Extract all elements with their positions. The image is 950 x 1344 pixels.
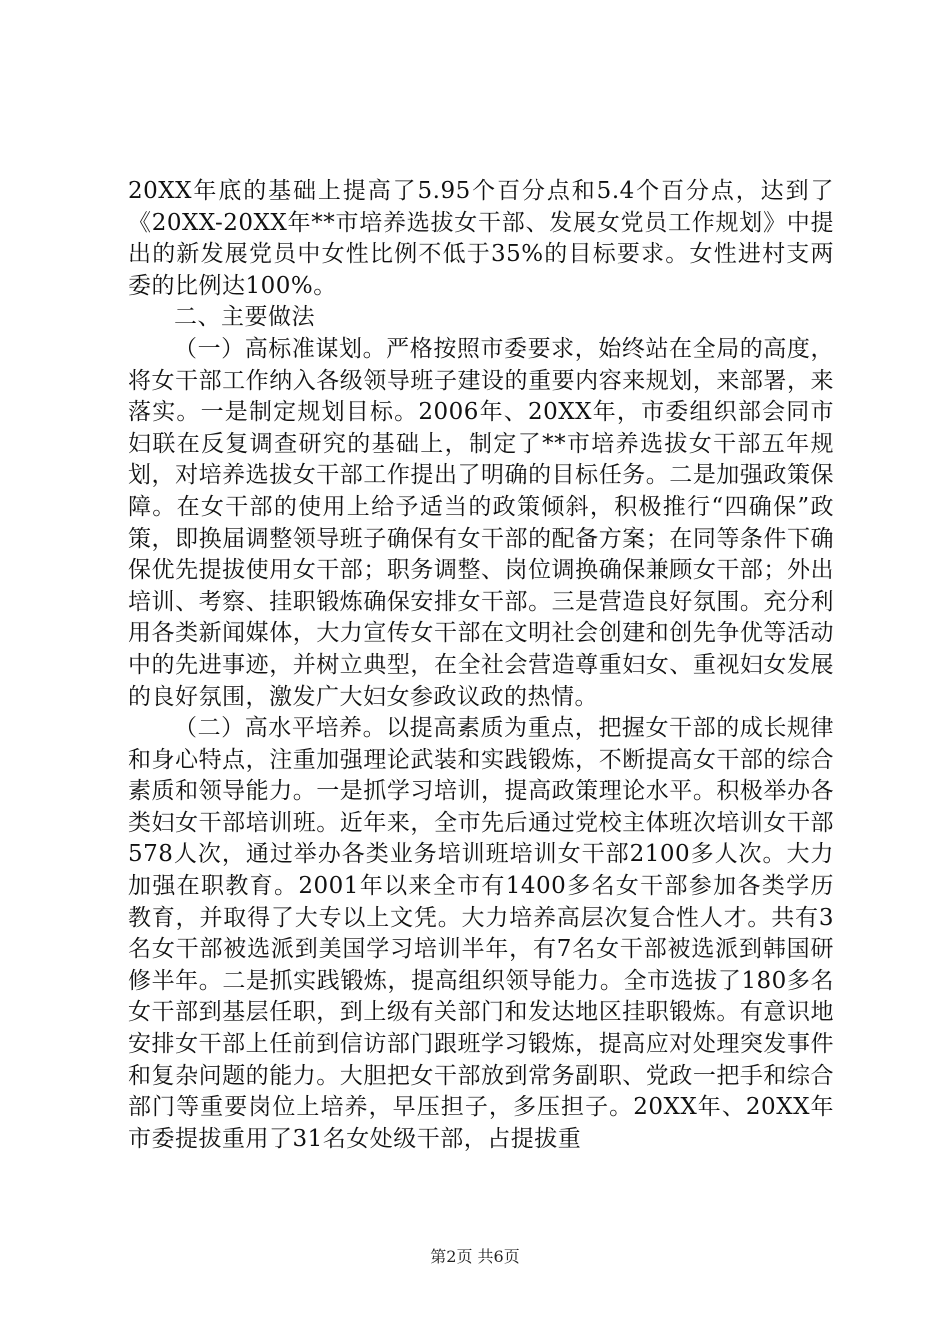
paragraph-continuation: 20XX年底的基础上提高了5.95个百分点和5.4个百分点，达到了《20XX-20XX年**市培养选拔女干部、发展女党员工作规划》中提出的新发展党员中女性比例不低于35%的目标要求。女性进村支两委的比例达100%。 xyxy=(128,178,834,299)
paragraph-training: （二）高水平培养。以提高素质为重点，把握女干部的成长规律和身心特点，注重加强理论武装和实践锻炼，不断提高女干部的综合素质和领导能力。一是抓学习培训，提高政策理论水平。积极举办各类妇女干部培训班。近年来，全市先后通过党校主体班次培训女干部578人次，通过举办各类业务培训班培训女干部2100多人次。大力加强在职教育。2001年以来全市有1400多名女干部参加各类学历教育，并取得了大专以上文凭。大力培养高层次复合性人才。共有3名女干部被选派到美国学习培训半年，有7名女干部被选派到韩国研修半年。二是抓实践锻炼，提高组织领导能力。全市选拔了180多名女干部到基层任职，到上级有关部门和发达地区挂职锻炼。有意识地安排女干部上任前到信访部门跟班学习锻炼，提高应对处理突发事件和复杂问题的能力。大胆把女干部放到常务副职、党政一把手和综合部门等重要岗位上培养，早压担子，多压担子。20XX年、20XX年市委提拔重用了31名女处级干部，占提拔重 xyxy=(128,715,834,1152)
section-heading: 二、主要做法 xyxy=(174,304,315,331)
paragraph-planning: （一）高标准谋划。严格按照市委要求，始终站在全局的高度，将女干部工作纳入各级领导班子建设的重要内容来规划，来部署，来落实。一是制定规划目标。2006年、20XX年，市委组织部会同市妇联在反复调查研究的基础上，制定了**市培养选拔女干部五年规划，对培养选拔女干部工作提出了明确的目标任务。二是加强政策保障。在女干部的使用上给予适当的政策倾斜，积极推行“四确保”政策，即换届调整领导班子确保有女干部的配备方案；在同等条件下确保优先提拔使用女干部；职务调整、岗位调换确保兼顾女干部；外出培训、考察、挂职锻炼确保安排女干部。三是营造良好氛围。充分利用各类新闻媒体，大力宣传女干部在文明社会创建和创先争优等活动中的先进事迹，并树立典型，在全社会营造尊重妇女、重视妇女发展的良好氛围，激发广大妇女参政议政的热情。 xyxy=(128,335,834,710)
page-footer: 第2页 共6页 xyxy=(430,1247,520,1266)
document-body xyxy=(128,176,834,1155)
